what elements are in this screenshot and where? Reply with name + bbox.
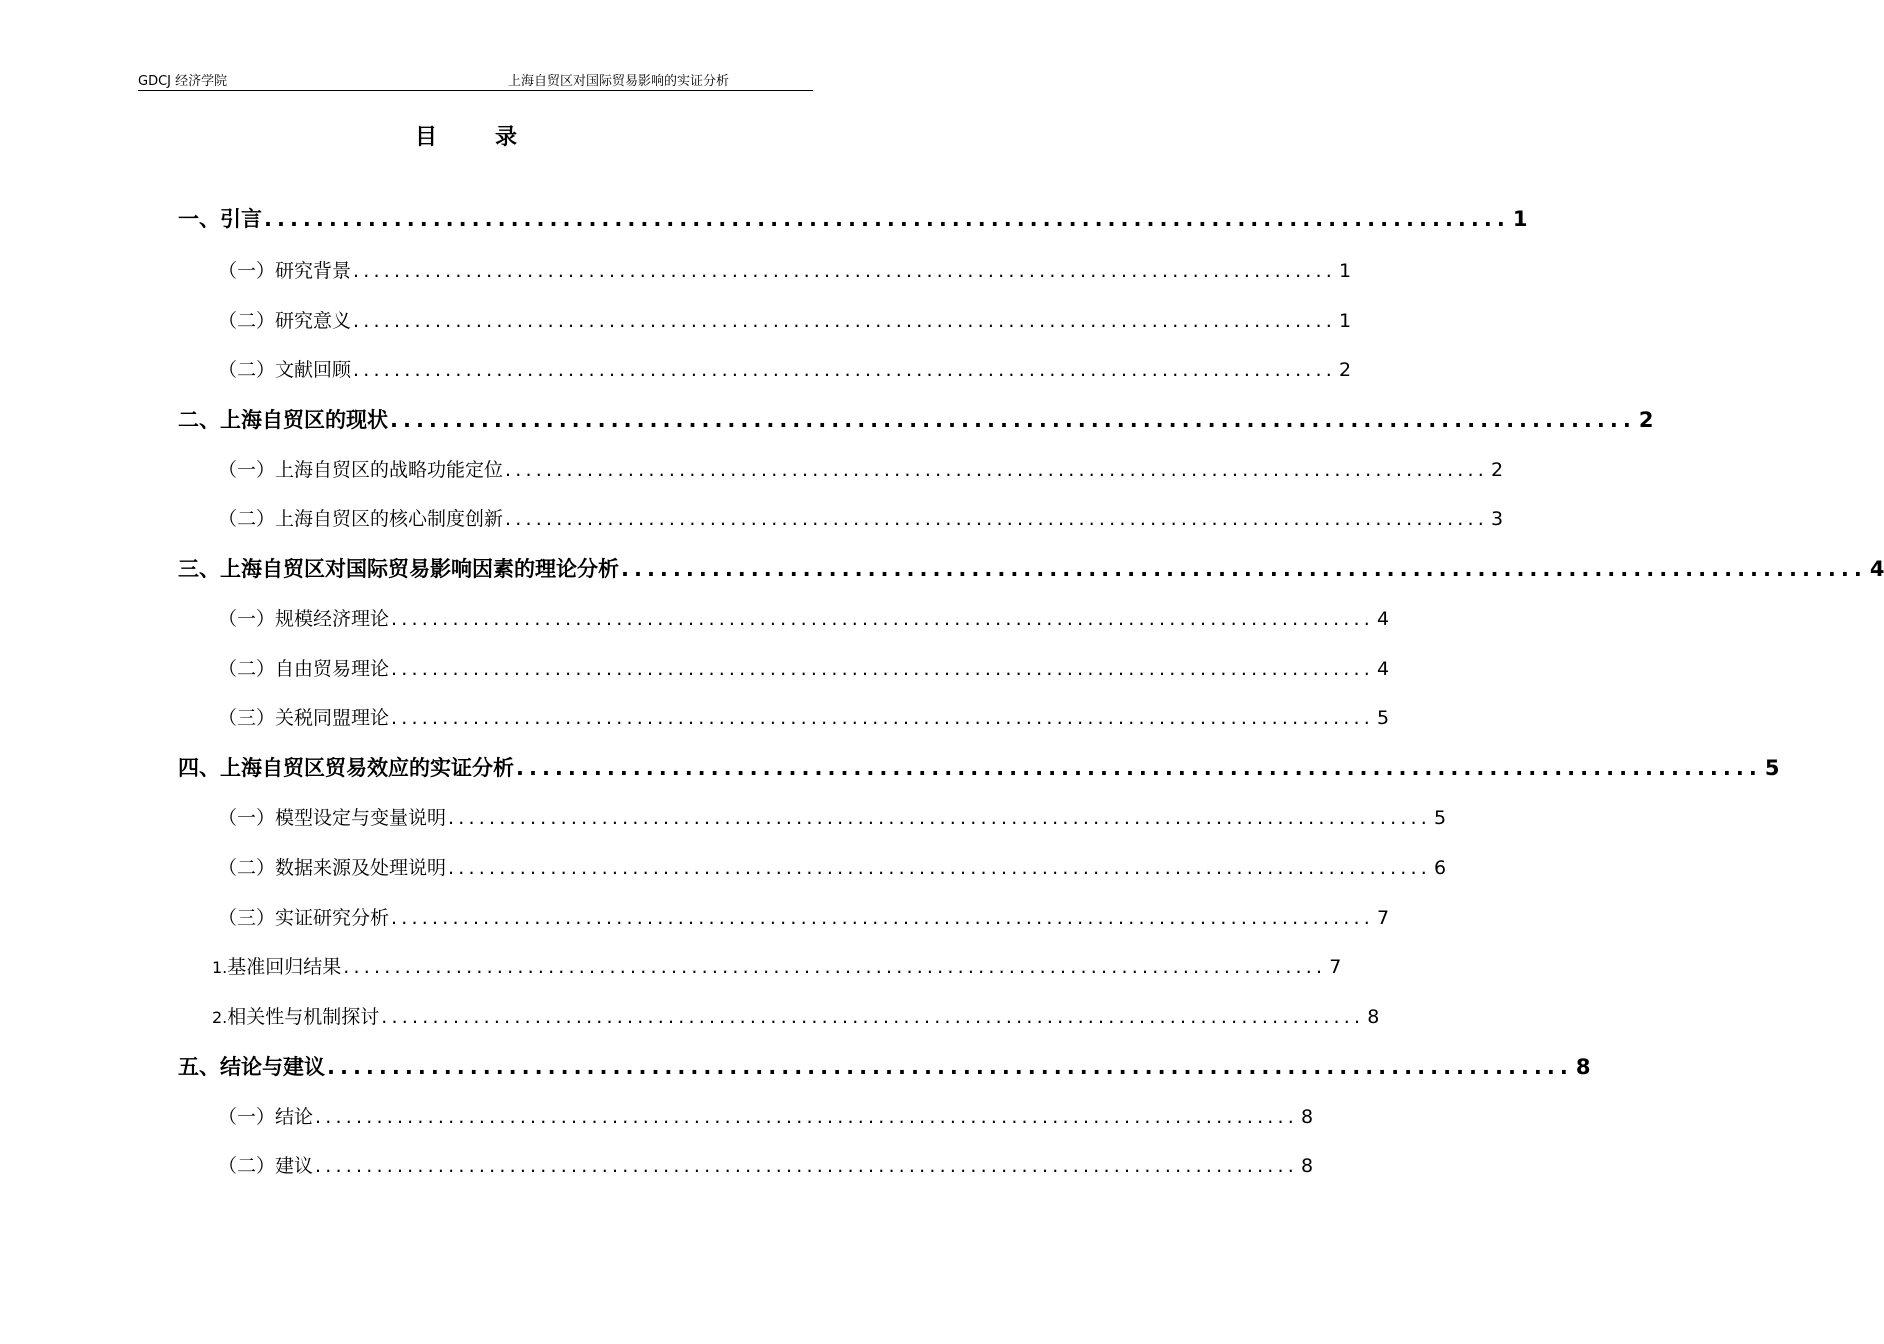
- toc-entry[interactable]: [178, 1051, 1591, 1081]
- toc-page: 1: [1339, 310, 1352, 332]
- toc-entry[interactable]: [178, 203, 1528, 233]
- toc-page: 6: [1434, 857, 1447, 879]
- header-right-text: 上海自贸区对国际贸易影响的实证分析: [508, 74, 730, 89]
- toc-number: （一）: [218, 260, 276, 282]
- toc-number: （二）: [218, 310, 276, 332]
- toc-leader: ................................................................................................: [516, 756, 1762, 780]
- toc-leader: ................................................................................................: [505, 508, 1489, 530]
- toc-page: 3: [1491, 508, 1504, 530]
- toc-entry[interactable]: [218, 1102, 1314, 1129]
- toc-page: 8: [1367, 1006, 1380, 1028]
- toc-entry[interactable]: [218, 803, 1447, 830]
- toc-page: 8: [1575, 1055, 1591, 1079]
- toc-page: 4: [1377, 658, 1390, 680]
- toc-label: 研究意义: [275, 310, 352, 332]
- toc-entry[interactable]: [218, 604, 1390, 631]
- toc-page: 2: [1638, 408, 1654, 432]
- toc-entry[interactable]: [218, 355, 1352, 382]
- toc-label: 基准回归结果: [227, 956, 342, 978]
- toc-entry[interactable]: [218, 703, 1390, 730]
- toc-leader: ................................................................................................: [391, 707, 1375, 729]
- toc-label: 上海自贸区的现状: [220, 408, 388, 432]
- toc-label: 结论与建议: [220, 1055, 325, 1079]
- toc-label: 上海自贸区对国际贸易影响因素的理论分析: [220, 557, 619, 581]
- toc-number: （二）: [218, 508, 276, 530]
- toc-page: 2: [1339, 359, 1352, 381]
- toc-entry[interactable]: [218, 654, 1390, 681]
- toc-leader: ................................................................................................: [327, 1055, 1573, 1079]
- toc-page: 5: [1377, 707, 1390, 729]
- toc-page: 8: [1301, 1106, 1314, 1128]
- header-left-text: GDCJ 经济学院: [138, 74, 228, 89]
- toc-leader: ................................................................................................: [315, 1155, 1299, 1177]
- toc-leader: ................................................................................................: [353, 310, 1337, 332]
- toc-label: 上海自贸区的战略功能定位: [275, 459, 504, 481]
- toc-entry[interactable]: [218, 504, 1504, 531]
- toc-page: 7: [1377, 907, 1390, 929]
- toc-number: 二、: [178, 408, 220, 432]
- toc-number: （二）: [218, 857, 276, 879]
- toc-label: 文献回顾: [275, 359, 352, 381]
- toc-entry[interactable]: [178, 553, 1884, 583]
- toc-page: 8: [1301, 1155, 1314, 1177]
- toc-label: 自由贸易理论: [275, 658, 390, 680]
- toc-leader: ................................................................................................: [391, 658, 1375, 680]
- toc-page: 5: [1764, 756, 1780, 780]
- toc-leader: ................................................................................................: [390, 408, 1636, 432]
- toc-number: （一）: [218, 807, 276, 829]
- toc-leader: ................................................................................................: [264, 207, 1510, 231]
- toc-number: （一）: [218, 1106, 276, 1128]
- toc-leader: ................................................................................................: [505, 459, 1489, 481]
- toc-leader: ................................................................................................: [621, 557, 1867, 581]
- toc-leader: ................................................................................................: [381, 1006, 1365, 1028]
- toc-label: 数据来源及处理说明: [275, 857, 447, 879]
- toc-entry[interactable]: [212, 1002, 1380, 1029]
- toc-page: 2: [1491, 459, 1504, 481]
- toc-page: 7: [1329, 956, 1342, 978]
- toc-number: 三、: [178, 557, 220, 581]
- toc-number: （二）: [218, 1155, 276, 1177]
- toc-label: 实证研究分析: [275, 907, 390, 929]
- toc-leader: ................................................................................................: [391, 608, 1375, 630]
- toc-page: 4: [1377, 608, 1390, 630]
- toc-entry[interactable]: [212, 952, 1342, 979]
- toc-leader: ................................................................................................: [315, 1106, 1299, 1128]
- toc-leader: ................................................................................................: [353, 260, 1337, 282]
- toc-number: 五、: [178, 1055, 220, 1079]
- toc-number: 2.: [212, 1008, 228, 1027]
- toc-number: 1.: [212, 958, 228, 977]
- toc-page: 1: [1512, 207, 1528, 231]
- toc-entry[interactable]: [178, 752, 1780, 782]
- toc-label: 上海自贸区贸易效应的实证分析: [220, 756, 514, 780]
- toc-page: 4: [1869, 557, 1884, 581]
- toc-leader: ................................................................................................: [343, 956, 1327, 978]
- toc-number: （二）: [218, 658, 276, 680]
- toc-label: 引言: [220, 207, 262, 231]
- toc-label: 模型设定与变量说明: [275, 807, 447, 829]
- toc-leader: ................................................................................................: [353, 359, 1337, 381]
- toc-label: 关税同盟理论: [275, 707, 390, 729]
- toc-leader: ................................................................................................: [448, 857, 1432, 879]
- toc-leader: ................................................................................................: [448, 807, 1432, 829]
- toc-entry[interactable]: [218, 256, 1352, 283]
- toc-entry[interactable]: [218, 853, 1447, 880]
- toc-entry[interactable]: [218, 903, 1390, 930]
- toc-page: 1: [1339, 260, 1352, 282]
- toc-label: 结论: [275, 1106, 314, 1128]
- page-title: 目录: [414, 125, 575, 150]
- toc-page: 5: [1434, 807, 1447, 829]
- toc-number: 一、: [178, 207, 220, 231]
- toc-label: 建议: [275, 1155, 314, 1177]
- toc-leader: ................................................................................................: [391, 907, 1375, 929]
- toc-entry[interactable]: [218, 455, 1504, 482]
- toc-entry[interactable]: [218, 306, 1352, 333]
- toc-label: 规模经济理论: [275, 608, 390, 630]
- toc-number: （一）: [218, 459, 276, 481]
- toc-entry[interactable]: [218, 1151, 1314, 1178]
- toc-number: （一）: [218, 608, 276, 630]
- toc-label: 相关性与机制探讨: [227, 1006, 380, 1028]
- toc-label: 上海自贸区的核心制度创新: [275, 508, 504, 530]
- toc-number: （三）: [218, 907, 276, 929]
- toc-number: （三）: [218, 707, 276, 729]
- toc-number: 四、: [178, 756, 220, 780]
- toc-number: （二）: [218, 359, 276, 381]
- toc-entry[interactable]: [178, 404, 1654, 434]
- toc-label: 研究背景: [275, 260, 352, 282]
